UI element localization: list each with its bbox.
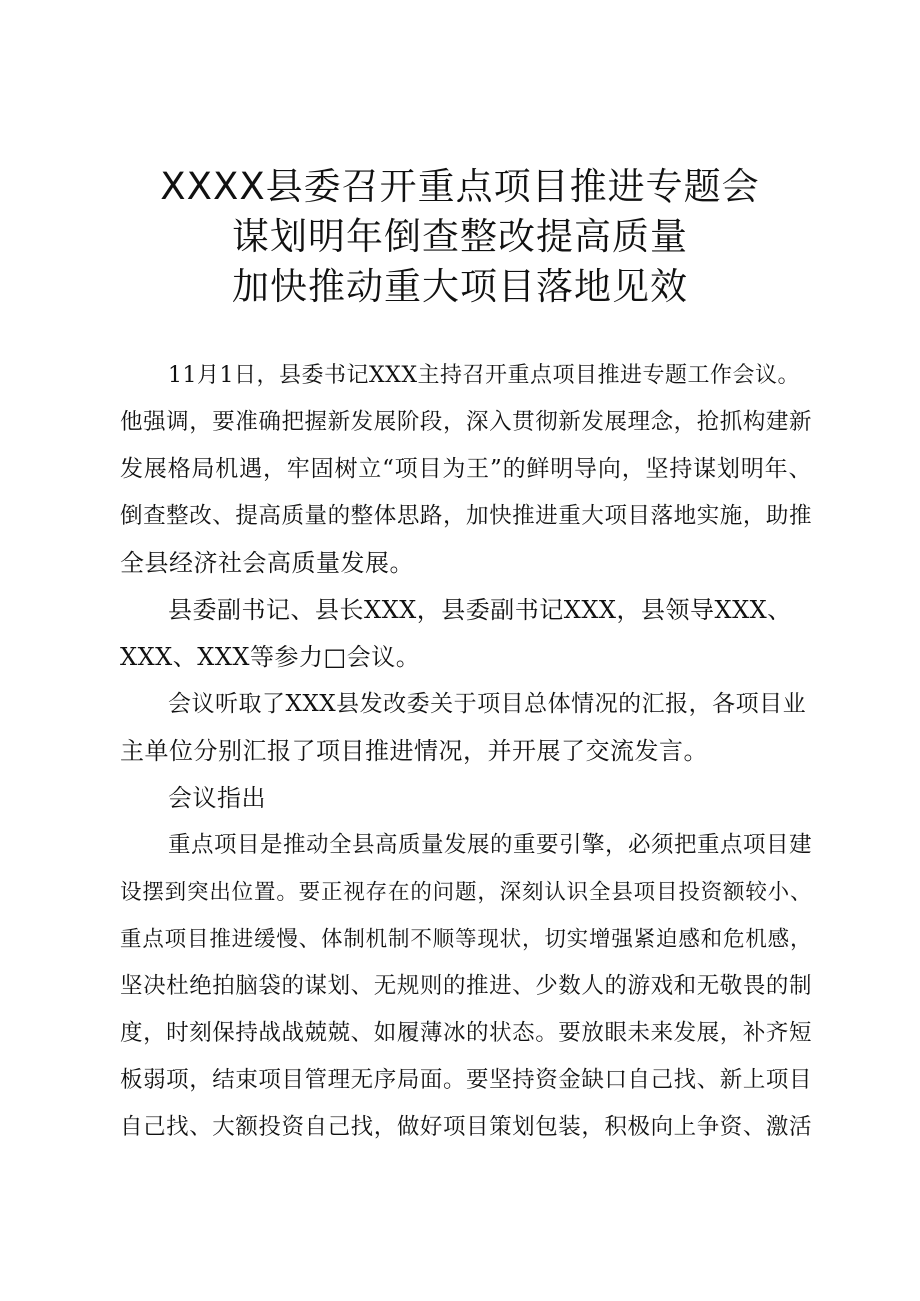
paragraph-line: 重点项目是推动全县高质量发展的重要引擎，必须把重点项目建	[168, 832, 813, 858]
section-heading-meeting-points	[120, 775, 812, 822]
paragraph-line: 倒查整改、提高质量的整体思路，加快推进重大项目落地实施，助推	[120, 503, 812, 529]
paragraph-key-projects	[120, 822, 812, 869]
paragraph-line: XXX、XXX等参力□会议。	[120, 643, 421, 671]
title-line-3: 加快推动重大项目落地见效	[232, 265, 688, 308]
paragraph-line: 县委副书记、县长XXX，县委副书记XXX，县领导XXX、	[168, 596, 792, 624]
paragraph-line: 他强调，要准确把握新发展阶段，深入贯彻新发展理念，抢抓构建新	[120, 409, 812, 435]
title-line-1: XXXX县委召开重点项目推进专题会	[160, 165, 760, 208]
paragraph-line: 板弱项，结束项目管理无序局面。要坚持资金缺口自己找、新上项目	[120, 1067, 812, 1093]
document-body	[120, 352, 812, 1151]
paragraph-line: 全县经济社会高质量发展。	[120, 549, 414, 577]
paragraph-line: 会议听取了XXX县发改委关于项目总体情况的汇报，各项目业	[168, 691, 807, 717]
paragraph-line: 自己找、大额投资自己找，做好项目策划包装，积极向上争资、激活	[120, 1114, 812, 1140]
paragraph-line: 主单位分别汇报了项目推进情况，并开展了交流发言。	[120, 737, 708, 765]
document-title	[0, 162, 920, 312]
paragraph-report	[120, 681, 812, 728]
paragraph-line: 坚决杜绝拍脑袋的谋划、无规则的推进、少数人的游戏和无敬畏的制	[120, 973, 812, 999]
paragraph-meeting-summary-continued	[120, 399, 812, 587]
paragraph-meeting-summary	[120, 352, 812, 399]
paragraph-line: 度，时刻保持战战兢兢、如履薄冰的状态。要放眼未来发展，补齐短	[120, 1020, 812, 1046]
paragraph-attendees	[120, 587, 812, 634]
paragraph-attendees-continued	[120, 634, 812, 681]
title-line-2: 谋划明年倒查整改提高质量	[232, 215, 688, 258]
paragraph-key-projects-continued	[120, 869, 812, 1151]
paragraph-line: 会议指出	[168, 784, 266, 812]
paragraph-line: 发展格局机遇，牢固树立“项目为王”的鲜明导向，坚持谋划明年、	[120, 456, 812, 482]
paragraph-line: 重点项目推进缓慢、体制机制不顺等现状，切实增强紧迫感和危机感，	[120, 927, 812, 952]
paragraph-line: 设摆到突出位置。要正视存在的问题，深刻认识全县项目投资额较小、	[120, 880, 812, 905]
paragraph-report-continued	[120, 728, 812, 775]
paragraph-line: 11月1日，县委书记XXX主持召开重点项目推进专题工作会议。	[168, 363, 800, 388]
